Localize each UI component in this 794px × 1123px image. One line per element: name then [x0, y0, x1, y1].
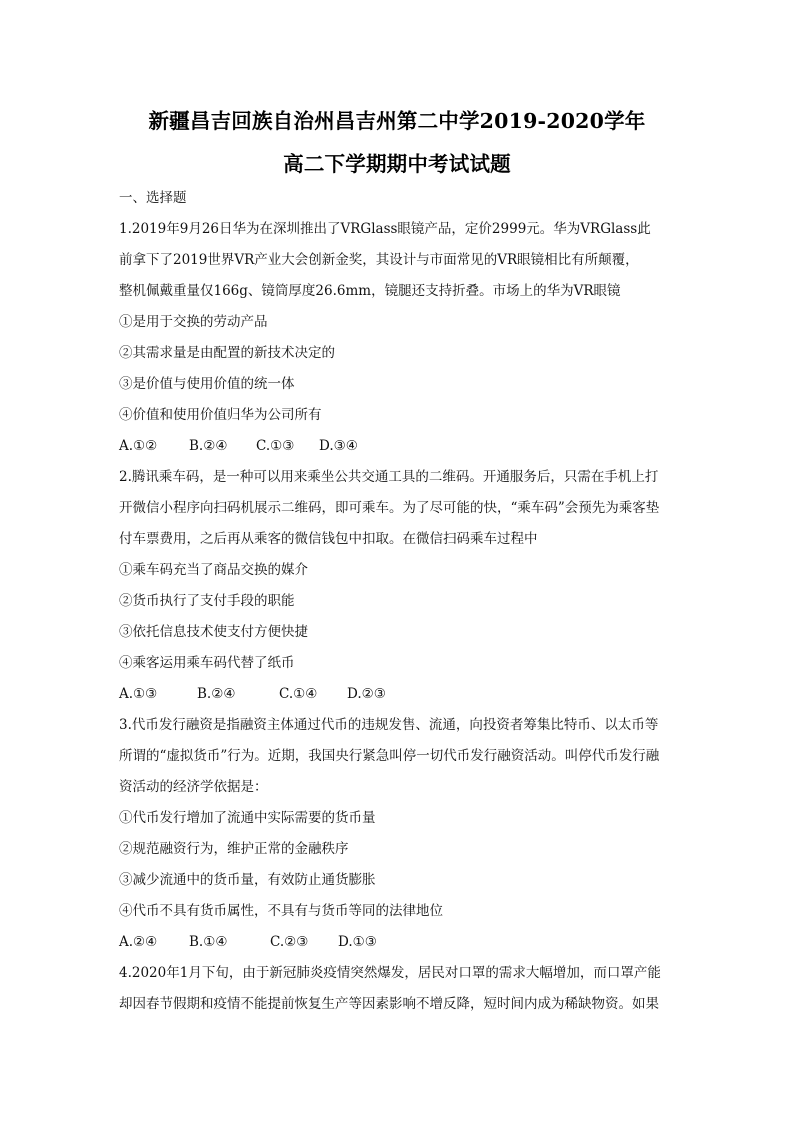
question-3-item-3: ③减少流通中的货币量，有效防止通货膨胀	[119, 872, 376, 888]
section-heading: 一、选择题	[119, 190, 187, 206]
question-2-options	[119, 684, 679, 704]
question-2-option-d: D.②③	[347, 686, 386, 702]
document-subtitle: 高二下学期期中考试试题	[283, 152, 511, 176]
question-1-options	[119, 436, 679, 456]
question-1-option-b: B.②④	[189, 438, 228, 454]
question-2-option-c: C.①④	[279, 686, 318, 702]
question-2-stem-line-1: 2.腾讯乘车码，是一种可以用来乘坐公共交通工具的二维码。开通服务后，只需在手机上打	[119, 469, 659, 485]
question-3-option-b: B.①④	[189, 934, 228, 950]
question-1-stem-line-1: 1.2019年9月26日华为在深圳推出了VRGlass眼镜产品，定价2999元。华为VRGlass此	[119, 221, 651, 237]
question-1-item-2: ②其需求量是由配置的新技术决定的	[119, 345, 335, 361]
question-3-stem-line-3: 资活动的经济学依据是：	[119, 779, 268, 795]
question-3-stem-line-2: 所谓的“虚拟货币”行为。近期，我国央行紧急叫停一切代币发行融资活动。叫停代币发行融	[119, 748, 660, 764]
question-2-item-2: ②货币执行了支付手段的职能	[119, 593, 295, 609]
question-2-item-1: ①乘车码充当了商品交换的媒介	[119, 562, 308, 578]
question-3-item-2: ②规范融资行为，维护正常的金融秩序	[119, 841, 349, 857]
question-4-stem-line-1: 4.2020年1月下旬，由于新冠肺炎疫情突然爆发，居民对口罩的需求大幅增加，而口罩产能	[119, 965, 661, 981]
question-3-option-c: C.②③	[270, 934, 309, 950]
question-4-stem-line-2: 却因春节假期和疫情不能提前恢复生产等因素影响不增反降，短时间内成为稀缺物资。如果	[119, 996, 659, 1012]
question-2-option-b: B.②④	[197, 686, 236, 702]
question-2-stem-line-3: 付车票费用，之后再从乘客的微信钱包中扣取。在微信扫码乘车过程中	[119, 531, 538, 547]
document-title: 新疆昌吉回族自治州昌吉州第二中学2019-2020学年	[148, 109, 646, 133]
question-3-stem-line-1: 3.代币发行融资是指融资主体通过代币的违规发售、流通，向投资者筹集比特币、以太币等	[119, 717, 659, 733]
question-3-item-4: ④代币不具有货币属性，不具有与货币等同的法律地位	[119, 903, 443, 919]
question-1-stem-line-3: 整机佩戴重量仅166g、镜筒厚度26.6mm，镜腿还支持折叠。市场上的华为VR眼镜	[119, 283, 621, 299]
question-1-option-c: C.①③	[256, 438, 295, 454]
question-1-option-a: A.①②	[119, 438, 158, 454]
question-2-item-4: ④乘客运用乘车码代替了纸币	[119, 655, 295, 671]
question-1-item-3: ③是价值与使用价值的统一体	[119, 376, 295, 392]
question-2-option-a: A.①③	[119, 686, 158, 702]
question-3-option-a: A.②④	[119, 934, 158, 950]
question-1-item-4: ④价值和使用价值归华为公司所有	[119, 407, 322, 423]
question-1-option-d: D.③④	[319, 438, 358, 454]
question-1-item-1: ①是用于交换的劳动产品	[119, 314, 268, 330]
question-2-stem-line-2: 开微信小程序向扫码机展示二维码，即可乘车。为了尽可能的快，“乘车码”会预先为乘客垫	[119, 500, 660, 516]
question-1-stem-line-2: 前拿下了2019世界VR产业大会创新金奖，其设计与市面常见的VR眼镜相比有所颠覆，	[119, 252, 639, 268]
question-3-item-1: ①代币发行增加了流通中实际需要的货币量	[119, 810, 376, 826]
question-2-item-3: ③依托信息技术使支付方便快捷	[119, 624, 308, 640]
question-3-option-d: D.①③	[338, 934, 377, 950]
question-3-options	[119, 932, 679, 952]
